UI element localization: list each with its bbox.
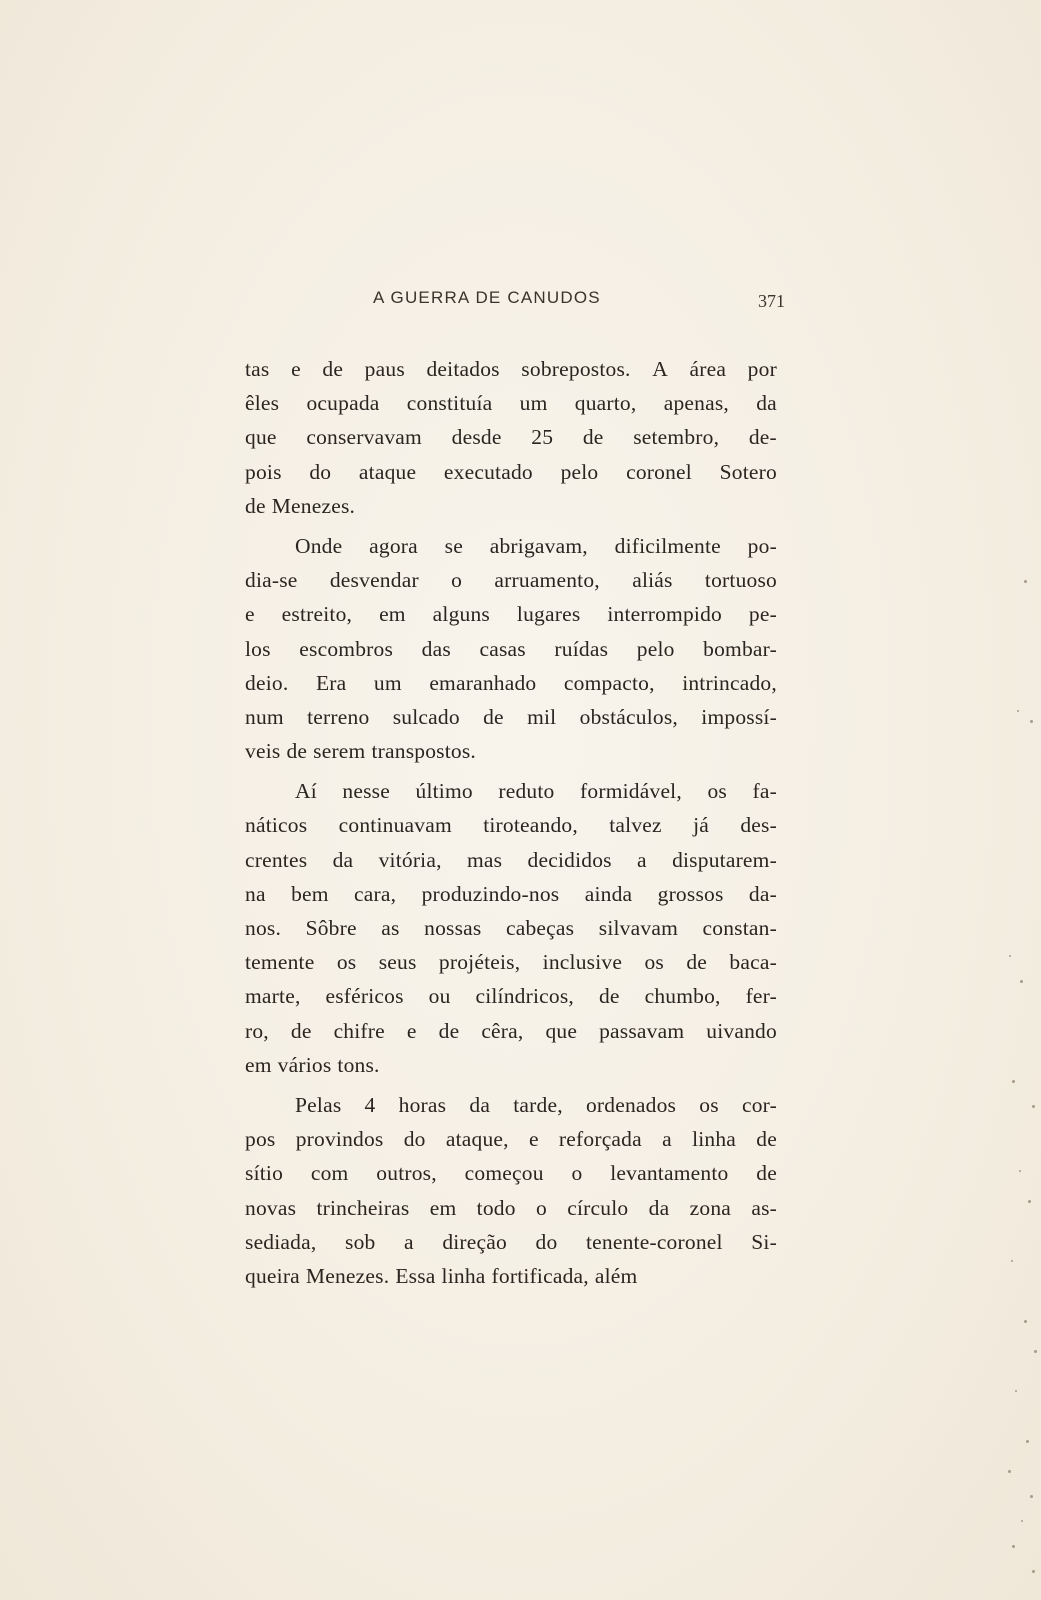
word: Sôbre (305, 916, 357, 940)
word: passavam (599, 1018, 685, 1043)
word: escombros (299, 636, 394, 661)
word: obstáculos, (579, 704, 678, 729)
word: Essa (395, 1263, 436, 1288)
word: os (699, 1092, 719, 1117)
word: cêra, (481, 1018, 524, 1043)
word: linha (692, 1127, 737, 1152)
word: área (689, 357, 727, 381)
word: de (483, 704, 504, 729)
text-line (245, 563, 777, 597)
word: reduto (498, 779, 555, 804)
word: ataque (358, 459, 417, 484)
word: uivando (706, 1018, 777, 1043)
word: todo (476, 1195, 516, 1220)
word: seus (378, 950, 417, 975)
word: ruídas (554, 636, 609, 661)
word: tas (245, 357, 270, 381)
word: de (290, 1018, 312, 1043)
word: reforçada (558, 1127, 642, 1152)
text-line (245, 734, 777, 768)
word: a (637, 847, 647, 872)
word: mil (527, 704, 557, 729)
word: des- (740, 813, 777, 838)
text-line (245, 1088, 777, 1122)
word: círculo (567, 1195, 629, 1220)
word: tenente-coronel (585, 1229, 723, 1254)
word: crentes (245, 847, 308, 872)
word: paus (364, 357, 405, 381)
word: sobrepostos. (521, 357, 631, 381)
word: talvez (609, 813, 662, 838)
word: provindos (295, 1127, 384, 1152)
word: pe- (748, 602, 777, 627)
word: deio. (245, 670, 289, 695)
word: fer- (745, 984, 777, 1009)
word: novas (245, 1195, 297, 1220)
word: as- (751, 1195, 777, 1220)
word: inclusive (542, 950, 623, 975)
word: transpostos. (371, 739, 477, 764)
word: estreito, (281, 602, 353, 627)
word: tons. (337, 1052, 380, 1077)
word: nossas (424, 916, 482, 940)
page-header (245, 288, 785, 318)
word: pelo (560, 459, 599, 484)
text-line (245, 597, 777, 631)
word: direção (442, 1229, 507, 1254)
word: quarto, (574, 391, 637, 416)
text-line (245, 808, 777, 842)
word: casas (479, 636, 526, 661)
word: Si- (751, 1229, 777, 1254)
word: que (545, 1018, 578, 1043)
word: aliás (632, 568, 673, 593)
word: o (571, 1161, 583, 1186)
word: a (404, 1229, 414, 1254)
paragraph (245, 529, 777, 768)
word: silvavam (598, 916, 678, 940)
text-line (245, 386, 777, 420)
text-line (245, 1156, 777, 1190)
word: agora (369, 533, 418, 558)
word: do (535, 1229, 558, 1254)
word: o (451, 568, 463, 593)
word: de (322, 357, 344, 381)
word: os (336, 950, 357, 975)
word: projéteis, (438, 950, 521, 975)
word: os (644, 950, 664, 975)
word: zona (689, 1195, 732, 1220)
word: começou (464, 1161, 544, 1186)
word: e (406, 1018, 417, 1043)
word: Aí (295, 779, 317, 804)
word: fa- (752, 779, 777, 804)
word: em (379, 602, 406, 627)
word: vários (277, 1052, 332, 1077)
word: produzindo-nos (421, 881, 560, 906)
word: um (373, 670, 402, 695)
word: de- (748, 425, 777, 450)
word: pois (245, 459, 282, 484)
word: Menezes. (271, 493, 356, 518)
text-line (245, 1225, 777, 1259)
word: terreno (307, 704, 370, 729)
text-line (245, 352, 777, 386)
word: dificilmente (614, 533, 721, 558)
word: das (421, 636, 451, 661)
text-line (245, 774, 777, 808)
word: Onde (295, 533, 343, 558)
word: sítio (245, 1161, 284, 1186)
word: grossos (657, 881, 724, 906)
word: de (286, 739, 308, 764)
word: temente (245, 950, 315, 975)
text-line (245, 700, 777, 734)
word: as (381, 916, 400, 940)
word: ou (428, 984, 451, 1009)
word: em (245, 1052, 272, 1077)
text-line (245, 666, 777, 700)
word: de (686, 950, 708, 975)
word: e (528, 1127, 539, 1152)
word: da (469, 1092, 491, 1117)
word: com (310, 1161, 349, 1186)
word: coronel (626, 459, 692, 484)
word: queira (245, 1263, 300, 1288)
word: desde (451, 425, 502, 450)
word: vitória, (378, 847, 442, 872)
word: horas (398, 1092, 447, 1117)
word: sob (345, 1229, 376, 1254)
word: 4 (364, 1092, 376, 1117)
word: intrincado, (682, 670, 777, 695)
word: nos. (245, 916, 282, 940)
paper-foxing-spots (1001, 560, 1041, 1600)
word: de (756, 1127, 777, 1152)
word: último (415, 779, 473, 804)
word: num (245, 704, 284, 729)
word: cor- (741, 1092, 777, 1117)
word: e (291, 357, 301, 381)
page-number: 371 (758, 291, 785, 311)
word: e (245, 602, 255, 627)
running-title: A GUERRA DE CANUDOS (373, 288, 601, 307)
word: de (438, 1018, 460, 1043)
word: da (332, 847, 354, 872)
word: emaranhado (429, 670, 537, 695)
word: executado (443, 459, 533, 484)
word: arruamento, (494, 568, 600, 593)
word: de (756, 1161, 777, 1186)
word: nesse (342, 779, 390, 804)
word: chifre (333, 1018, 385, 1043)
word: A (652, 357, 668, 381)
word: continuavam (338, 813, 452, 838)
word: o (536, 1195, 547, 1220)
text-line (245, 979, 777, 1013)
word: pos (245, 1127, 276, 1152)
word: fortificada, (491, 1263, 589, 1288)
word: disputarem- (672, 847, 777, 872)
word: serem (313, 739, 366, 764)
word: tiroteando, (483, 813, 578, 838)
word: apenas, (663, 391, 729, 416)
text-line (245, 1122, 777, 1156)
text-line (245, 877, 777, 911)
word: dia-se (245, 568, 298, 593)
word: de (582, 425, 604, 450)
word: Pelas (295, 1092, 342, 1117)
word: conservavam (306, 425, 422, 450)
word: cara, (354, 881, 397, 906)
word: Era (315, 670, 347, 695)
word: alguns (432, 602, 490, 627)
word: em (429, 1195, 457, 1220)
word: los (245, 636, 271, 661)
word: esféricos (325, 984, 404, 1009)
word: deitados (426, 357, 500, 381)
word: decididos (527, 847, 612, 872)
word: ro, (245, 1018, 269, 1043)
word: constituía (406, 391, 493, 416)
word: interrompido (607, 602, 722, 627)
word: além (594, 1263, 638, 1288)
text-line (245, 455, 777, 489)
text-line (245, 1048, 777, 1082)
paragraph (245, 774, 777, 1082)
word: da- (748, 881, 777, 906)
word: na (245, 881, 266, 906)
word: de (245, 493, 266, 518)
word: ainda (584, 881, 633, 906)
word: a (662, 1127, 672, 1152)
text-line (245, 1014, 777, 1048)
word: que (245, 425, 277, 450)
word: marte, (245, 984, 301, 1009)
word: da (648, 1195, 670, 1220)
word: da (756, 391, 777, 416)
word: 25 (531, 425, 554, 450)
word: tarde, (513, 1092, 563, 1117)
word: bem (291, 881, 329, 906)
word: impossí- (701, 704, 777, 729)
word: do (309, 459, 332, 484)
word: mas (466, 847, 503, 872)
text-line (245, 420, 777, 454)
word: cilíndricos, (475, 984, 574, 1009)
word: bombar- (703, 636, 777, 661)
word: se (444, 533, 463, 558)
text-line (245, 1191, 777, 1225)
word: sulcado (392, 704, 460, 729)
word: náticos (245, 813, 308, 838)
word: sediada, (245, 1229, 317, 1254)
word: do (403, 1127, 426, 1152)
word: Sotero (719, 459, 777, 484)
paragraph (245, 1088, 777, 1293)
word: po- (747, 533, 777, 558)
word: compacto, (563, 670, 655, 695)
word: linha (441, 1263, 486, 1288)
text-line (245, 911, 777, 945)
word: ordenados (585, 1092, 677, 1117)
word: baca- (729, 950, 777, 975)
word: veis (245, 739, 281, 764)
word: cabeças (506, 916, 575, 940)
word: trincheiras (316, 1195, 410, 1220)
word: lugares (516, 602, 581, 627)
text-line (245, 945, 777, 979)
body-text (245, 352, 777, 1293)
word: de (598, 984, 620, 1009)
word: êles (245, 391, 280, 416)
text-line (245, 632, 777, 666)
word: já (693, 813, 710, 838)
word: ataque, (445, 1127, 509, 1152)
word: setembro, (633, 425, 720, 450)
text-line (245, 1259, 777, 1293)
word: formidável, (580, 779, 682, 804)
text-line (245, 489, 777, 523)
paragraph (245, 352, 777, 523)
word: abrigavam, (489, 533, 588, 558)
word: por (747, 357, 777, 381)
word: desvendar (329, 568, 419, 593)
word: Menezes. (305, 1263, 390, 1288)
word: os (707, 779, 727, 804)
word: chumbo, (644, 984, 721, 1009)
word: constan- (702, 916, 777, 940)
word: ocupada (306, 391, 380, 416)
word: outros, (376, 1161, 437, 1186)
word: pelo (636, 636, 675, 661)
word: tortuoso (704, 568, 777, 593)
word: um (519, 391, 548, 416)
text-line (245, 529, 777, 563)
word: levantamento (610, 1161, 729, 1186)
text-line (245, 843, 777, 877)
